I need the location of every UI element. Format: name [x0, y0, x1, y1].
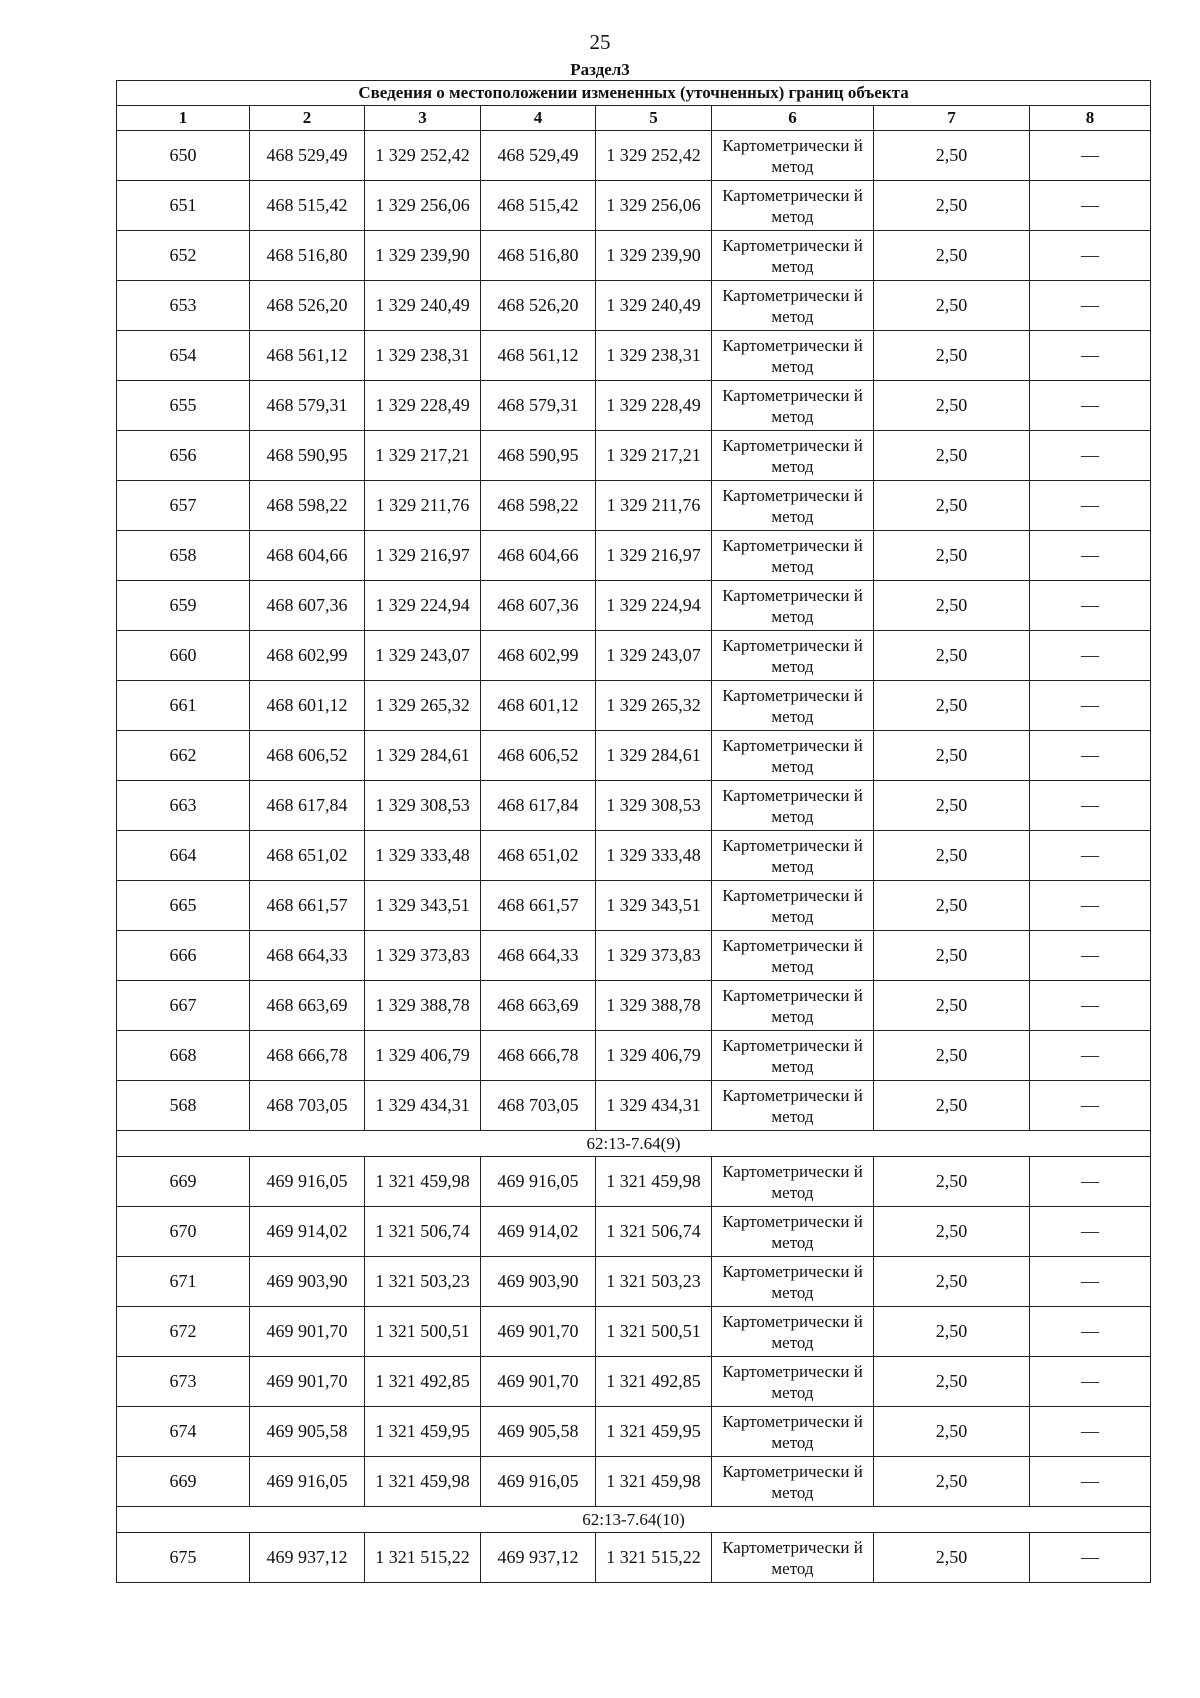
y-existing-cell: 1 321 459,95: [365, 1407, 481, 1457]
y-existing-cell: 1 329 308,53: [365, 781, 481, 831]
table-row: [117, 481, 1151, 531]
accuracy-cell: 2,50: [874, 181, 1030, 231]
table-caption-row: [117, 81, 1151, 106]
x-existing-cell: 468 617,84: [250, 781, 365, 831]
method-cell: Картометрически й метод: [712, 631, 874, 681]
method-cell: Картометрически й метод: [712, 331, 874, 381]
point-number-cell: 671: [117, 1257, 250, 1307]
y-existing-cell: 1 329 216,97: [365, 531, 481, 581]
y-new-cell: 1 329 256,06: [596, 181, 712, 231]
x-new-cell: 468 703,05: [481, 1081, 596, 1131]
y-new-cell: 1 321 515,22: [596, 1533, 712, 1583]
point-number-cell: 655: [117, 381, 250, 431]
method-cell: Картометрически й метод: [712, 181, 874, 231]
table-row: [117, 1407, 1151, 1457]
x-existing-cell: 469 937,12: [250, 1533, 365, 1583]
x-new-cell: 468 516,80: [481, 231, 596, 281]
method-cell: Картометрически й метод: [712, 1081, 874, 1131]
table-row: [117, 931, 1151, 981]
y-existing-cell: 1 329 228,49: [365, 381, 481, 431]
x-existing-cell: 468 598,22: [250, 481, 365, 531]
table-row: [117, 1207, 1151, 1257]
table-row: [117, 1157, 1151, 1207]
point-number-cell: 668: [117, 1031, 250, 1081]
y-new-cell: 1 329 333,48: [596, 831, 712, 881]
x-new-cell: 468 666,78: [481, 1031, 596, 1081]
method-cell: Картометрически й метод: [712, 731, 874, 781]
description-cell: —: [1030, 1533, 1151, 1583]
column-number: 7: [874, 106, 1030, 131]
point-number-cell: 665: [117, 881, 250, 931]
column-number-row: [117, 106, 1151, 131]
description-cell: —: [1030, 1357, 1151, 1407]
table-row: [117, 181, 1151, 231]
x-existing-cell: 469 905,58: [250, 1407, 365, 1457]
description-cell: —: [1030, 1307, 1151, 1357]
method-cell: Картометрически й метод: [712, 231, 874, 281]
y-new-cell: 1 329 284,61: [596, 731, 712, 781]
accuracy-cell: 2,50: [874, 681, 1030, 731]
y-new-cell: 1 329 239,90: [596, 231, 712, 281]
x-new-cell: 469 937,12: [481, 1533, 596, 1583]
description-cell: —: [1030, 481, 1151, 531]
y-new-cell: 1 329 388,78: [596, 981, 712, 1031]
accuracy-cell: 2,50: [874, 581, 1030, 631]
y-new-cell: 1 329 373,83: [596, 931, 712, 981]
accuracy-cell: 2,50: [874, 1081, 1030, 1131]
accuracy-cell: 2,50: [874, 1307, 1030, 1357]
description-cell: —: [1030, 1457, 1151, 1507]
accuracy-cell: 2,50: [874, 431, 1030, 481]
x-new-cell: 469 916,05: [481, 1157, 596, 1207]
description-cell: —: [1030, 231, 1151, 281]
x-new-cell: 468 602,99: [481, 631, 596, 681]
accuracy-cell: 2,50: [874, 231, 1030, 281]
x-existing-cell: 468 664,33: [250, 931, 365, 981]
x-existing-cell: 468 516,80: [250, 231, 365, 281]
point-number-cell: 660: [117, 631, 250, 681]
page-number: 25: [589, 30, 611, 54]
table-row: [117, 1031, 1151, 1081]
accuracy-cell: 2,50: [874, 1407, 1030, 1457]
x-new-cell: 468 590,95: [481, 431, 596, 481]
y-existing-cell: 1 329 406,79: [365, 1031, 481, 1081]
y-existing-cell: 1 321 506,74: [365, 1207, 481, 1257]
accuracy-cell: 2,50: [874, 731, 1030, 781]
point-number-cell: 652: [117, 231, 250, 281]
table-row: [117, 1257, 1151, 1307]
x-existing-cell: 469 903,90: [250, 1257, 365, 1307]
point-number-cell: 673: [117, 1357, 250, 1407]
description-cell: —: [1030, 1081, 1151, 1131]
y-new-cell: 1 329 240,49: [596, 281, 712, 331]
y-existing-cell: 1 329 388,78: [365, 981, 481, 1031]
y-existing-cell: 1 329 256,06: [365, 181, 481, 231]
x-new-cell: 468 606,52: [481, 731, 596, 781]
x-existing-cell: 468 661,57: [250, 881, 365, 931]
boundary-coordinates-table: [116, 80, 1151, 1583]
description-cell: —: [1030, 281, 1151, 331]
description-cell: —: [1030, 381, 1151, 431]
table-caption: Сведения о местоположении измененных (уточненных) границ объекта: [117, 81, 1151, 106]
y-new-cell: 1 329 243,07: [596, 631, 712, 681]
method-cell: Картометрически й метод: [712, 131, 874, 181]
description-cell: —: [1030, 881, 1151, 931]
x-new-cell: 469 905,58: [481, 1407, 596, 1457]
y-new-cell: 1 321 492,85: [596, 1357, 712, 1407]
y-existing-cell: 1 329 284,61: [365, 731, 481, 781]
y-existing-cell: 1 329 373,83: [365, 931, 481, 981]
x-existing-cell: 468 607,36: [250, 581, 365, 631]
y-new-cell: 1 321 459,98: [596, 1157, 712, 1207]
x-existing-cell: 468 604,66: [250, 531, 365, 581]
x-existing-cell: 468 526,20: [250, 281, 365, 331]
y-existing-cell: 1 321 492,85: [365, 1357, 481, 1407]
x-existing-cell: 468 651,02: [250, 831, 365, 881]
table-row: [117, 331, 1151, 381]
y-existing-cell: 1 329 217,21: [365, 431, 481, 481]
description-cell: —: [1030, 781, 1151, 831]
point-number-cell: 667: [117, 981, 250, 1031]
x-new-cell: 468 579,31: [481, 381, 596, 431]
x-existing-cell: 468 703,05: [250, 1081, 365, 1131]
description-cell: —: [1030, 131, 1151, 181]
accuracy-cell: 2,50: [874, 481, 1030, 531]
x-new-cell: 469 901,70: [481, 1357, 596, 1407]
x-new-cell: 468 515,42: [481, 181, 596, 231]
table-row: [117, 531, 1151, 581]
method-cell: Картометрически й метод: [712, 931, 874, 981]
accuracy-cell: 2,50: [874, 331, 1030, 381]
x-existing-cell: 469 901,70: [250, 1307, 365, 1357]
y-existing-cell: 1 321 500,51: [365, 1307, 481, 1357]
x-existing-cell: 469 916,05: [250, 1457, 365, 1507]
point-number-cell: 664: [117, 831, 250, 881]
column-number: 4: [481, 106, 596, 131]
x-new-cell: 469 916,05: [481, 1457, 596, 1507]
y-new-cell: 1 321 500,51: [596, 1307, 712, 1357]
point-number-cell: 675: [117, 1533, 250, 1583]
column-number: 6: [712, 106, 874, 131]
x-new-cell: 468 663,69: [481, 981, 596, 1031]
table-row: [117, 681, 1151, 731]
method-cell: Картометрически й метод: [712, 1157, 874, 1207]
y-new-cell: 1 321 506,74: [596, 1207, 712, 1257]
y-existing-cell: 1 329 240,49: [365, 281, 481, 331]
description-cell: —: [1030, 1157, 1151, 1207]
x-existing-cell: 469 901,70: [250, 1357, 365, 1407]
x-existing-cell: 468 561,12: [250, 331, 365, 381]
x-new-cell: 468 561,12: [481, 331, 596, 381]
table-row: [117, 731, 1151, 781]
group-label: 62:13-7.64(10): [117, 1507, 1151, 1533]
x-new-cell: 469 903,90: [481, 1257, 596, 1307]
description-cell: —: [1030, 931, 1151, 981]
x-existing-cell: 468 666,78: [250, 1031, 365, 1081]
accuracy-cell: 2,50: [874, 131, 1030, 181]
table-row: [117, 281, 1151, 331]
method-cell: Картометрически й метод: [712, 281, 874, 331]
point-number-cell: 568: [117, 1081, 250, 1131]
x-new-cell: 468 617,84: [481, 781, 596, 831]
table-row: [117, 1081, 1151, 1131]
point-number-cell: 651: [117, 181, 250, 231]
y-new-cell: 1 329 238,31: [596, 331, 712, 381]
point-number-cell: 670: [117, 1207, 250, 1257]
y-new-cell: 1 329 265,32: [596, 681, 712, 731]
accuracy-cell: 2,50: [874, 1357, 1030, 1407]
x-new-cell: 468 526,20: [481, 281, 596, 331]
table-row: [117, 1307, 1151, 1357]
point-number-cell: 656: [117, 431, 250, 481]
description-cell: —: [1030, 531, 1151, 581]
section-title: Раздел3: [570, 60, 630, 79]
method-cell: Картометрически й метод: [712, 781, 874, 831]
column-number: 1: [117, 106, 250, 131]
description-cell: —: [1030, 581, 1151, 631]
y-existing-cell: 1 321 459,98: [365, 1457, 481, 1507]
y-existing-cell: 1 329 224,94: [365, 581, 481, 631]
y-new-cell: 1 329 434,31: [596, 1081, 712, 1131]
group-header-row: [117, 1131, 1151, 1157]
x-existing-cell: 468 515,42: [250, 181, 365, 231]
x-existing-cell: 468 663,69: [250, 981, 365, 1031]
group-header-row: [117, 1507, 1151, 1533]
method-cell: Картометрически й метод: [712, 1533, 874, 1583]
column-number: 5: [596, 106, 712, 131]
x-existing-cell: 468 601,12: [250, 681, 365, 731]
point-number-cell: 674: [117, 1407, 250, 1457]
method-cell: Картометрически й метод: [712, 1307, 874, 1357]
method-cell: Картометрически й метод: [712, 881, 874, 931]
accuracy-cell: 2,50: [874, 1257, 1030, 1307]
point-number-cell: 657: [117, 481, 250, 531]
x-existing-cell: 468 529,49: [250, 131, 365, 181]
accuracy-cell: 2,50: [874, 781, 1030, 831]
method-cell: Картометрически й метод: [712, 831, 874, 881]
y-new-cell: 1 329 228,49: [596, 381, 712, 431]
x-existing-cell: 468 606,52: [250, 731, 365, 781]
table-row: [117, 581, 1151, 631]
point-number-cell: 669: [117, 1157, 250, 1207]
point-number-cell: 654: [117, 331, 250, 381]
table-row: [117, 1357, 1151, 1407]
y-existing-cell: 1 321 459,98: [365, 1157, 481, 1207]
method-cell: Картометрически й метод: [712, 1457, 874, 1507]
x-new-cell: 468 651,02: [481, 831, 596, 881]
y-existing-cell: 1 329 252,42: [365, 131, 481, 181]
point-number-cell: 653: [117, 281, 250, 331]
y-existing-cell: 1 329 238,31: [365, 331, 481, 381]
accuracy-cell: 2,50: [874, 531, 1030, 581]
y-existing-cell: 1 329 343,51: [365, 881, 481, 931]
table-row: [117, 381, 1151, 431]
point-number-cell: 663: [117, 781, 250, 831]
y-new-cell: 1 329 308,53: [596, 781, 712, 831]
point-number-cell: 658: [117, 531, 250, 581]
y-new-cell: 1 329 216,97: [596, 531, 712, 581]
method-cell: Картометрически й метод: [712, 381, 874, 431]
y-new-cell: 1 329 217,21: [596, 431, 712, 481]
x-new-cell: 468 529,49: [481, 131, 596, 181]
point-number-cell: 662: [117, 731, 250, 781]
column-number: 3: [365, 106, 481, 131]
point-number-cell: 666: [117, 931, 250, 981]
table-row: [117, 831, 1151, 881]
accuracy-cell: 2,50: [874, 1031, 1030, 1081]
point-number-cell: 659: [117, 581, 250, 631]
accuracy-cell: 2,50: [874, 831, 1030, 881]
method-cell: Картометрически й метод: [712, 581, 874, 631]
y-existing-cell: 1 329 434,31: [365, 1081, 481, 1131]
table-row: [117, 231, 1151, 281]
table-row: [117, 881, 1151, 931]
y-new-cell: 1 321 459,98: [596, 1457, 712, 1507]
description-cell: —: [1030, 681, 1151, 731]
method-cell: Картометрически й метод: [712, 681, 874, 731]
x-new-cell: 468 604,66: [481, 531, 596, 581]
accuracy-cell: 2,50: [874, 381, 1030, 431]
method-cell: Картометрически й метод: [712, 1357, 874, 1407]
accuracy-cell: 2,50: [874, 1533, 1030, 1583]
table-row: [117, 131, 1151, 181]
description-cell: —: [1030, 1407, 1151, 1457]
y-existing-cell: 1 329 211,76: [365, 481, 481, 531]
x-existing-cell: 468 579,31: [250, 381, 365, 431]
x-new-cell: 468 664,33: [481, 931, 596, 981]
description-cell: —: [1030, 431, 1151, 481]
accuracy-cell: 2,50: [874, 1157, 1030, 1207]
description-cell: —: [1030, 331, 1151, 381]
method-cell: Картометрически й метод: [712, 531, 874, 581]
description-cell: —: [1030, 731, 1151, 781]
column-number: 8: [1030, 106, 1151, 131]
x-new-cell: 468 601,12: [481, 681, 596, 731]
table-row: [117, 1533, 1151, 1583]
point-number-cell: 661: [117, 681, 250, 731]
y-existing-cell: 1 329 243,07: [365, 631, 481, 681]
table-row: [117, 1457, 1151, 1507]
table-row: [117, 981, 1151, 1031]
method-cell: Картометрически й метод: [712, 1207, 874, 1257]
y-new-cell: 1 329 252,42: [596, 131, 712, 181]
method-cell: Картометрически й метод: [712, 431, 874, 481]
x-new-cell: 468 598,22: [481, 481, 596, 531]
x-new-cell: 469 914,02: [481, 1207, 596, 1257]
x-existing-cell: 468 590,95: [250, 431, 365, 481]
description-cell: —: [1030, 831, 1151, 881]
description-cell: —: [1030, 1031, 1151, 1081]
accuracy-cell: 2,50: [874, 281, 1030, 331]
group-label: 62:13-7.64(9): [117, 1131, 1151, 1157]
y-existing-cell: 1 321 503,23: [365, 1257, 481, 1307]
description-cell: —: [1030, 1257, 1151, 1307]
x-new-cell: 469 901,70: [481, 1307, 596, 1357]
y-new-cell: 1 329 406,79: [596, 1031, 712, 1081]
accuracy-cell: 2,50: [874, 631, 1030, 681]
method-cell: Картометрически й метод: [712, 1031, 874, 1081]
description-cell: —: [1030, 981, 1151, 1031]
point-number-cell: 669: [117, 1457, 250, 1507]
method-cell: Картометрически й метод: [712, 981, 874, 1031]
y-existing-cell: 1 329 239,90: [365, 231, 481, 281]
y-new-cell: 1 321 459,95: [596, 1407, 712, 1457]
description-cell: —: [1030, 181, 1151, 231]
table-row: [117, 631, 1151, 681]
point-number-cell: 650: [117, 131, 250, 181]
table-row: [117, 431, 1151, 481]
table-row: [117, 781, 1151, 831]
y-new-cell: 1 321 503,23: [596, 1257, 712, 1307]
accuracy-cell: 2,50: [874, 931, 1030, 981]
accuracy-cell: 2,50: [874, 1457, 1030, 1507]
accuracy-cell: 2,50: [874, 881, 1030, 931]
x-existing-cell: 468 602,99: [250, 631, 365, 681]
description-cell: —: [1030, 631, 1151, 681]
y-existing-cell: 1 329 265,32: [365, 681, 481, 731]
y-existing-cell: 1 321 515,22: [365, 1533, 481, 1583]
y-existing-cell: 1 329 333,48: [365, 831, 481, 881]
y-new-cell: 1 329 343,51: [596, 881, 712, 931]
method-cell: Картометрически й метод: [712, 1257, 874, 1307]
x-existing-cell: 469 914,02: [250, 1207, 365, 1257]
y-new-cell: 1 329 211,76: [596, 481, 712, 531]
accuracy-cell: 2,50: [874, 1207, 1030, 1257]
y-new-cell: 1 329 224,94: [596, 581, 712, 631]
x-existing-cell: 469 916,05: [250, 1157, 365, 1207]
x-new-cell: 468 661,57: [481, 881, 596, 931]
method-cell: Картометрически й метод: [712, 1407, 874, 1457]
column-number: 2: [250, 106, 365, 131]
method-cell: Картометрически й метод: [712, 481, 874, 531]
x-new-cell: 468 607,36: [481, 581, 596, 631]
accuracy-cell: 2,50: [874, 981, 1030, 1031]
point-number-cell: 672: [117, 1307, 250, 1357]
description-cell: —: [1030, 1207, 1151, 1257]
